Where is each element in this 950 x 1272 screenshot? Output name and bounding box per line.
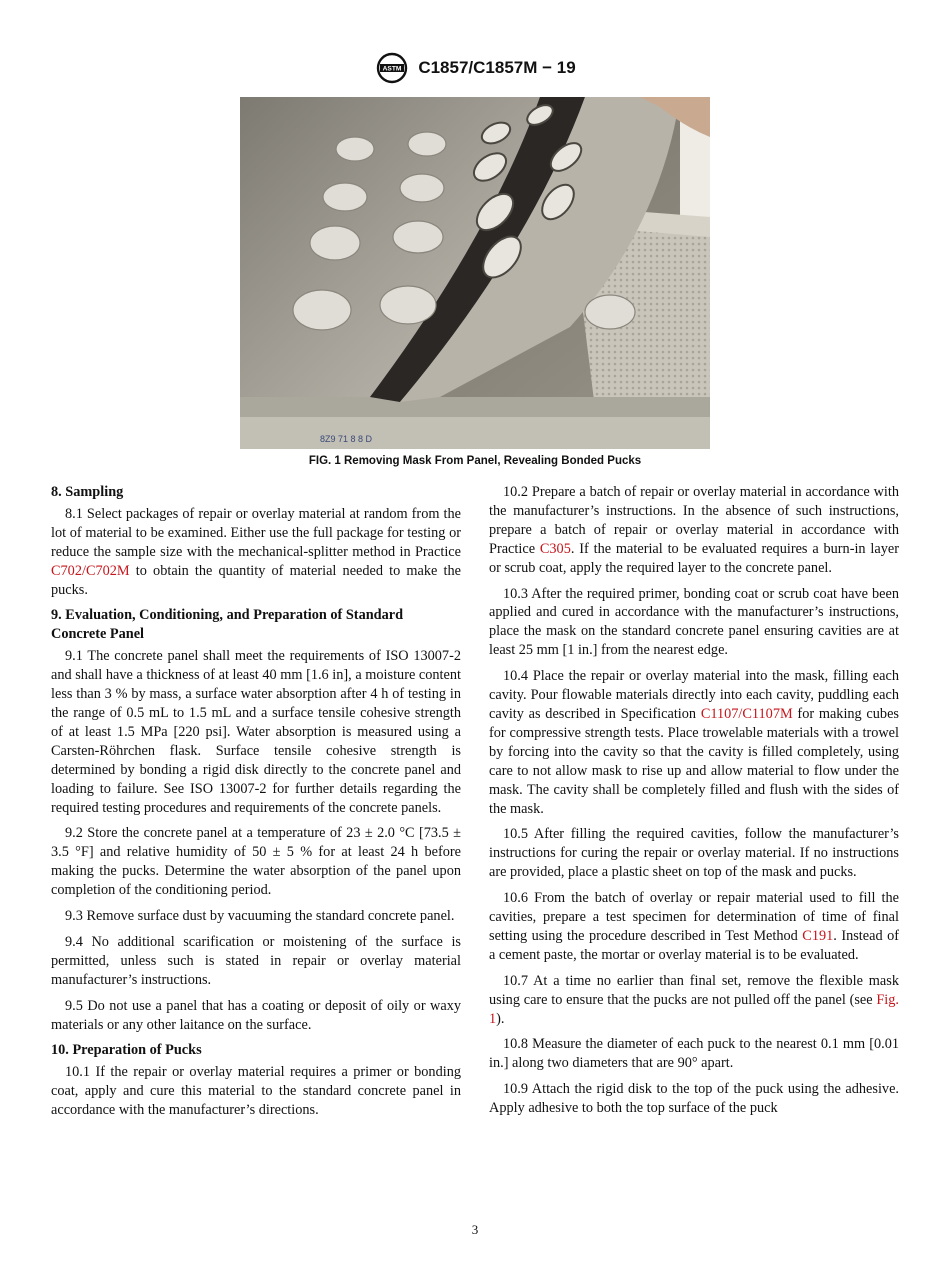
ref-link-c702[interactable]: C702/C702M [51,562,130,579]
paragraph-10-8: 10.8 Measure the diameter of each puck to the nearest 0.1 mm [0.01 in.] along two diameters that are 90° apart. [489,1036,899,1072]
paragraph-9-3: 9.3 Remove surface dust by vacuuming the standard concrete panel. [65,908,455,925]
section-10-heading: 10. Preparation of Pucks [51,1042,202,1059]
right-column [489,483,899,1125]
paragraph-8-1: 8.1 Select packages of repair or overlay material at random from the lot of material to be examined. Either use the full package for testing or reduce the sample size with the mechanical-splitter method in Practice C702/C702M to obtain the quantity of material needed to make the pucks. [51,505,461,598]
ref-link-c1107[interactable]: C1107/C1107M [700,705,793,722]
paragraph-10-4: 10.4 Place the repair or overlay material into the mask, filling each cavity. Pour flowable materials directly into each cavity, puddling each cavity as described in Specification C1107/C1107M for making cubes for compressive strength tests. Place trowelable materials with a trowel by forcing into the cavity so that the cavity is filled completely, using care to not allow mask to rise up and allow material to flow under the mask. The cavity shall be completely filled and flush with the sides of the mask. [489,668,899,817]
page-header [0,52,950,89]
paragraph-9-4: 9.4 No additional scarification or moistening of the surface is permitted, unless such is stated in repair or overlay material manufacturer’s instructions. [51,933,461,988]
figure-caption: FIG. 1 Removing Mask From Panel, Revealing Bonded Pucks [308,455,642,467]
astm-logo-text: ASTM [382,65,402,73]
ref-link-fig-1[interactable]: Fig. 1 [489,991,899,1027]
paragraph-9-2: 9.2 Store the concrete panel at a temperature of 23 ± 2.0 °C [73.5 ± 3.5 °F] and relative humidity of 50 ± 5 % for at least 24 h before making the pucks. Determine the water absorption of the panel upon completion of the conditioning period. [51,825,461,899]
figure-photo [240,97,710,449]
paragraph-10-3: 10.3 After the required primer, bonding coat or scrub coat have been applied and cured in accordance with the manufacturer’s instructions, place the mask on the standard concrete panel ensuring cavities are at least 25 mm [1 in.] from the nearest edge. [489,585,899,659]
astm-logo-icon [374,52,410,84]
paragraph-10-5: 10.5 After filling the required cavities, follow the manufacturer’s instructions for curing the repair or overlay material. If no instructions are provided, place a plastic sheet on top of the mask and pucks. [489,826,899,881]
page-number: 3 [471,1222,479,1237]
paragraph-10-7: 10.7 At a time no earlier than final set, remove the flexible mask using care to ensure that the pucks are not pulled off the panel (see Fig. 1). [489,972,899,1027]
document-number: C1857/C1857M − 19 [418,58,576,77]
paragraph-9-5: 9.5 Do not use a panel that has a coating or deposit of oily or waxy materials or any other laitance on the surface. [51,997,461,1033]
paragraph-10-2: 10.2 Prepare a batch of repair or overlay material in accordance with the manufacturer’s instructions. In the absence of such instructions, prepare a batch of repair or overlay material in accordance with Practice C305. If the material to be evaluated requires a burn-in layer or scrub coat, apply the required layer to the concrete panel. [489,484,899,576]
ref-link-c305[interactable]: C305 [539,540,571,557]
paragraph-9-1: 9.1 The concrete panel shall meet the requirements of ISO 13007-2 and shall have a thickness of at least 40 mm [1.6 in], a moisture content less than 3 % by mass, a surface water absorption after 4 h of testing in the range of 0.5 mL to 1.5 mL and a surface tensile cohesive strength of at least 1.5 MPa [220 psi]. Water absorption is measured using a Carsten-Röhrchen flask. Surface tensile cohesive strength is determined by bonding a rigid disk directly to the concrete panel and loading to failure. See ISO 13007-2 for further details regarding the required testing procedures and requirements of the concrete panels. [51,648,461,816]
paragraph-10-9: 10.9 Attach the rigid disk to the top of the puck using the adhesive. Apply adhesive to both the top surface of the puck [489,1081,899,1117]
photo-markings: 8Z9 71 8 8 D [320,434,373,444]
left-column [51,483,461,1127]
section-8-heading: 8. Sampling [51,484,124,500]
section-9-heading: 9. Evaluation, Conditioning, and Preparation of Standard Concrete Panel [51,607,404,643]
paragraph-10-6: 10.6 From the batch of overlay or repair material used to fill the cavities, prepare a test specimen for determination of time of final setting using the procedure described in Test Method C191. Instead of a cement paste, the mortar or overlay material is to be evaluated. [489,890,899,963]
paragraph-10-1: 10.1 If the repair or overlay material requires a primer or bonding coat, apply and cure this material to the standard concrete panel in accordance with the manufacturer’s directions. [51,1064,461,1119]
ref-link-c191[interactable]: C191 [802,927,834,944]
